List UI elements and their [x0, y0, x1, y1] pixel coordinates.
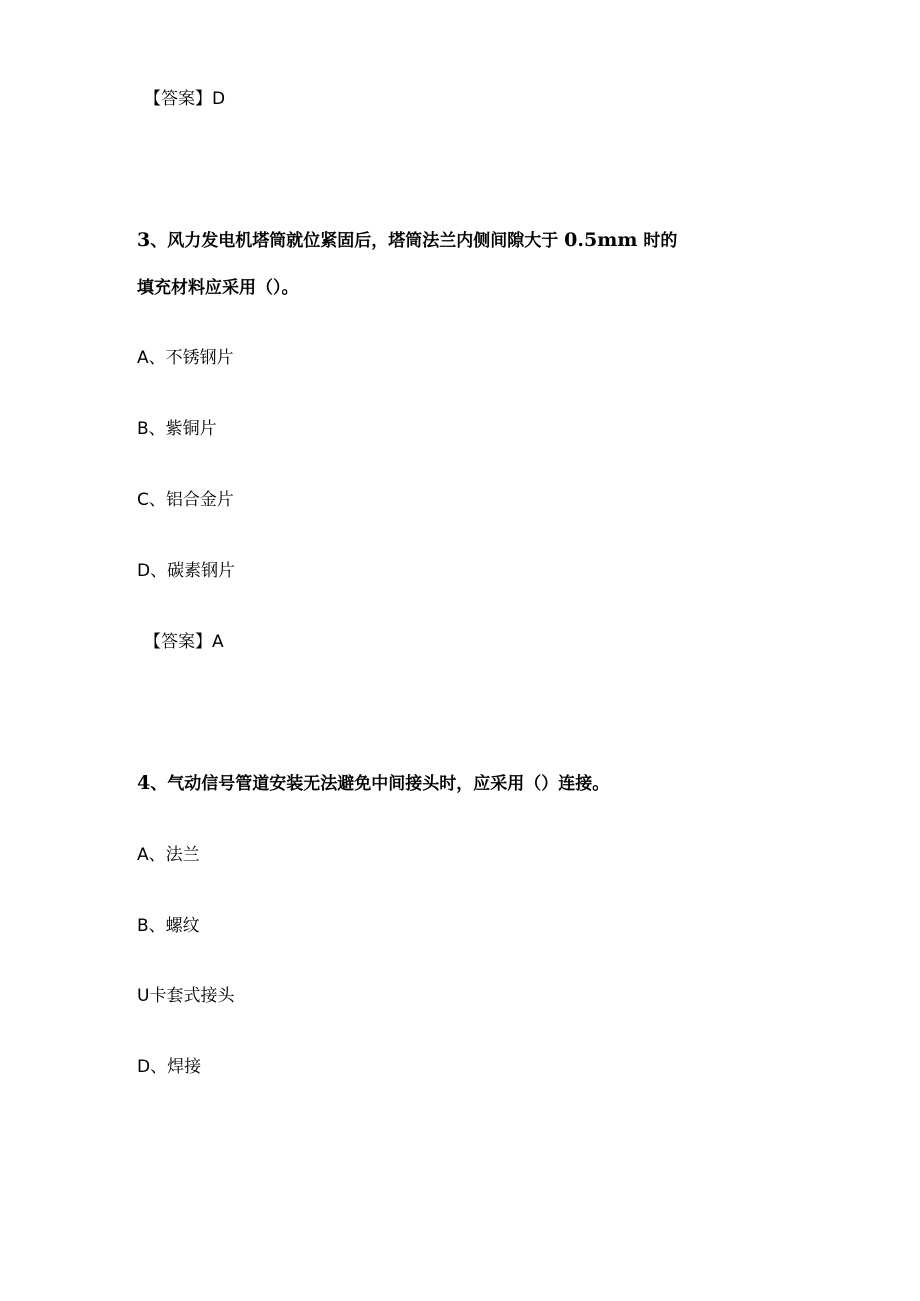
question-3-option-b: B、紫铜片	[137, 419, 217, 439]
question-4-line-1	[137, 773, 609, 794]
answer-q2: 【答案】D	[144, 89, 226, 109]
question-4-text: 气动信号管道安装无法避免中间接头时，应采用（）连接。	[167, 774, 610, 794]
question-4-option-d: D、焊接	[137, 1057, 202, 1077]
question-3-option-a: A、不锈钢片	[137, 348, 234, 368]
question-3-separator: 、	[150, 231, 168, 251]
question-4-option-c: U卡套式接头	[137, 986, 235, 1006]
question-4-number: 4	[137, 772, 151, 794]
question-4-option-b: B、螺纹	[137, 916, 200, 936]
question-3-text-b: 时的	[643, 231, 678, 251]
question-3-text-a: 风力发电机塔筒就位紧固后，塔筒法兰内侧间隙大于	[167, 231, 559, 251]
question-3-option-d: D、碳素钢片	[137, 561, 236, 581]
question-3-line-2: 填充材料应采用（）。	[137, 278, 299, 298]
question-4-option-a: A、法兰	[137, 845, 200, 865]
question-3-line-1	[137, 230, 677, 251]
question-3-option-c: C、铝合金片	[137, 490, 234, 510]
question-3-number: 3	[137, 229, 151, 251]
question-3-value: 0.5mm	[564, 229, 638, 251]
answer-q3: 【答案】A	[144, 632, 224, 652]
question-4-separator: 、	[150, 774, 168, 794]
